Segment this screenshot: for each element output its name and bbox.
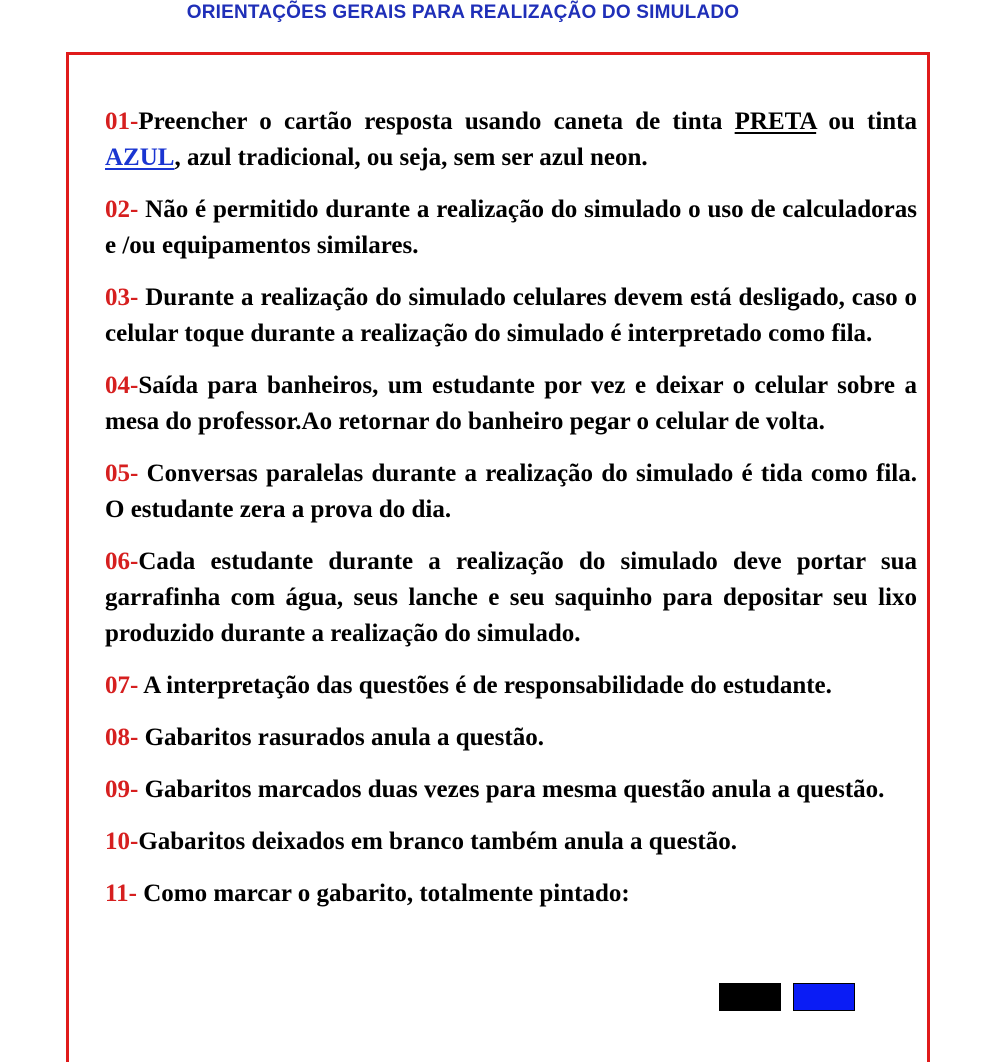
item-text: Não é permitido durante a realização do simulado o uso de calculadoras e /ou equipamentos similares. [105, 196, 917, 259]
item-text: Como marcar o gabarito, totalmente pintado: [136, 880, 630, 907]
preta-highlight: PRETA [734, 108, 817, 135]
guideline-09 [105, 772, 917, 808]
item-text: Preencher o cartão resposta usando caneta de tinta [138, 108, 735, 135]
guideline-08 [105, 720, 917, 756]
item-number: 06- [105, 548, 139, 575]
item-text: Conversas paralelas durante a realização do simulado é tida como fila. O estudante zera a prova do dia. [105, 460, 917, 523]
guidelines-list [105, 104, 917, 928]
item-text: Durante a realização do simulado celulares devem está desligado, caso o celular toque durante a realização do simulado é interpretado como fila. [105, 284, 917, 347]
item-text: Gabaritos marcados duas vezes para mesma questão anula a questão. [138, 776, 885, 803]
item-number: 11- [105, 880, 137, 907]
item-number: 10- [105, 828, 139, 855]
item-number: 05- [105, 460, 139, 487]
guideline-05 [105, 456, 917, 528]
guideline-10 [105, 824, 917, 860]
guideline-11 [105, 876, 917, 912]
guideline-01 [105, 104, 917, 176]
item-text: Saída para banheiros, um estudante por vez e deixar o celular sobre a mesa do professor.Ao retornar do banheiro pegar o celular de volta. [105, 372, 917, 435]
item-number: 09- [105, 776, 139, 803]
guideline-06 [105, 544, 917, 652]
item-number: 08- [105, 724, 139, 751]
guideline-07 [105, 668, 917, 704]
item-text: Gabaritos rasurados anula a questão. [138, 724, 544, 751]
blue-filled-mark-example [793, 983, 855, 1011]
item-text: Cada estudante durante a realização do simulado deve portar sua garrafinha com água, seus lanche e seu saquinho para depositar seu lixo produzido durante a realização do simulado. [105, 548, 917, 647]
item-number: 01- [105, 108, 139, 135]
item-text: , azul tradicional, ou seja, sem ser azul neon. [174, 144, 648, 171]
item-number: 04- [105, 372, 139, 399]
black-filled-mark-example [719, 983, 781, 1011]
item-text: A interpretação das questões é de responsabilidade do estudante. [138, 672, 832, 699]
guideline-02 [105, 192, 917, 264]
item-text: ou tinta [816, 108, 918, 135]
item-text: Gabaritos deixados em branco também anula a questão. [138, 828, 737, 855]
azul-highlight: AZUL [105, 144, 175, 171]
item-number: 02- [105, 196, 139, 223]
guideline-03 [105, 280, 917, 352]
item-number: 03- [105, 284, 139, 311]
item-number: 07- [105, 672, 139, 699]
page-title: ORIENTAÇÕES GERAIS PARA REALIZAÇÃO DO SIMULADO [186, 2, 740, 23]
guideline-04 [105, 368, 917, 440]
